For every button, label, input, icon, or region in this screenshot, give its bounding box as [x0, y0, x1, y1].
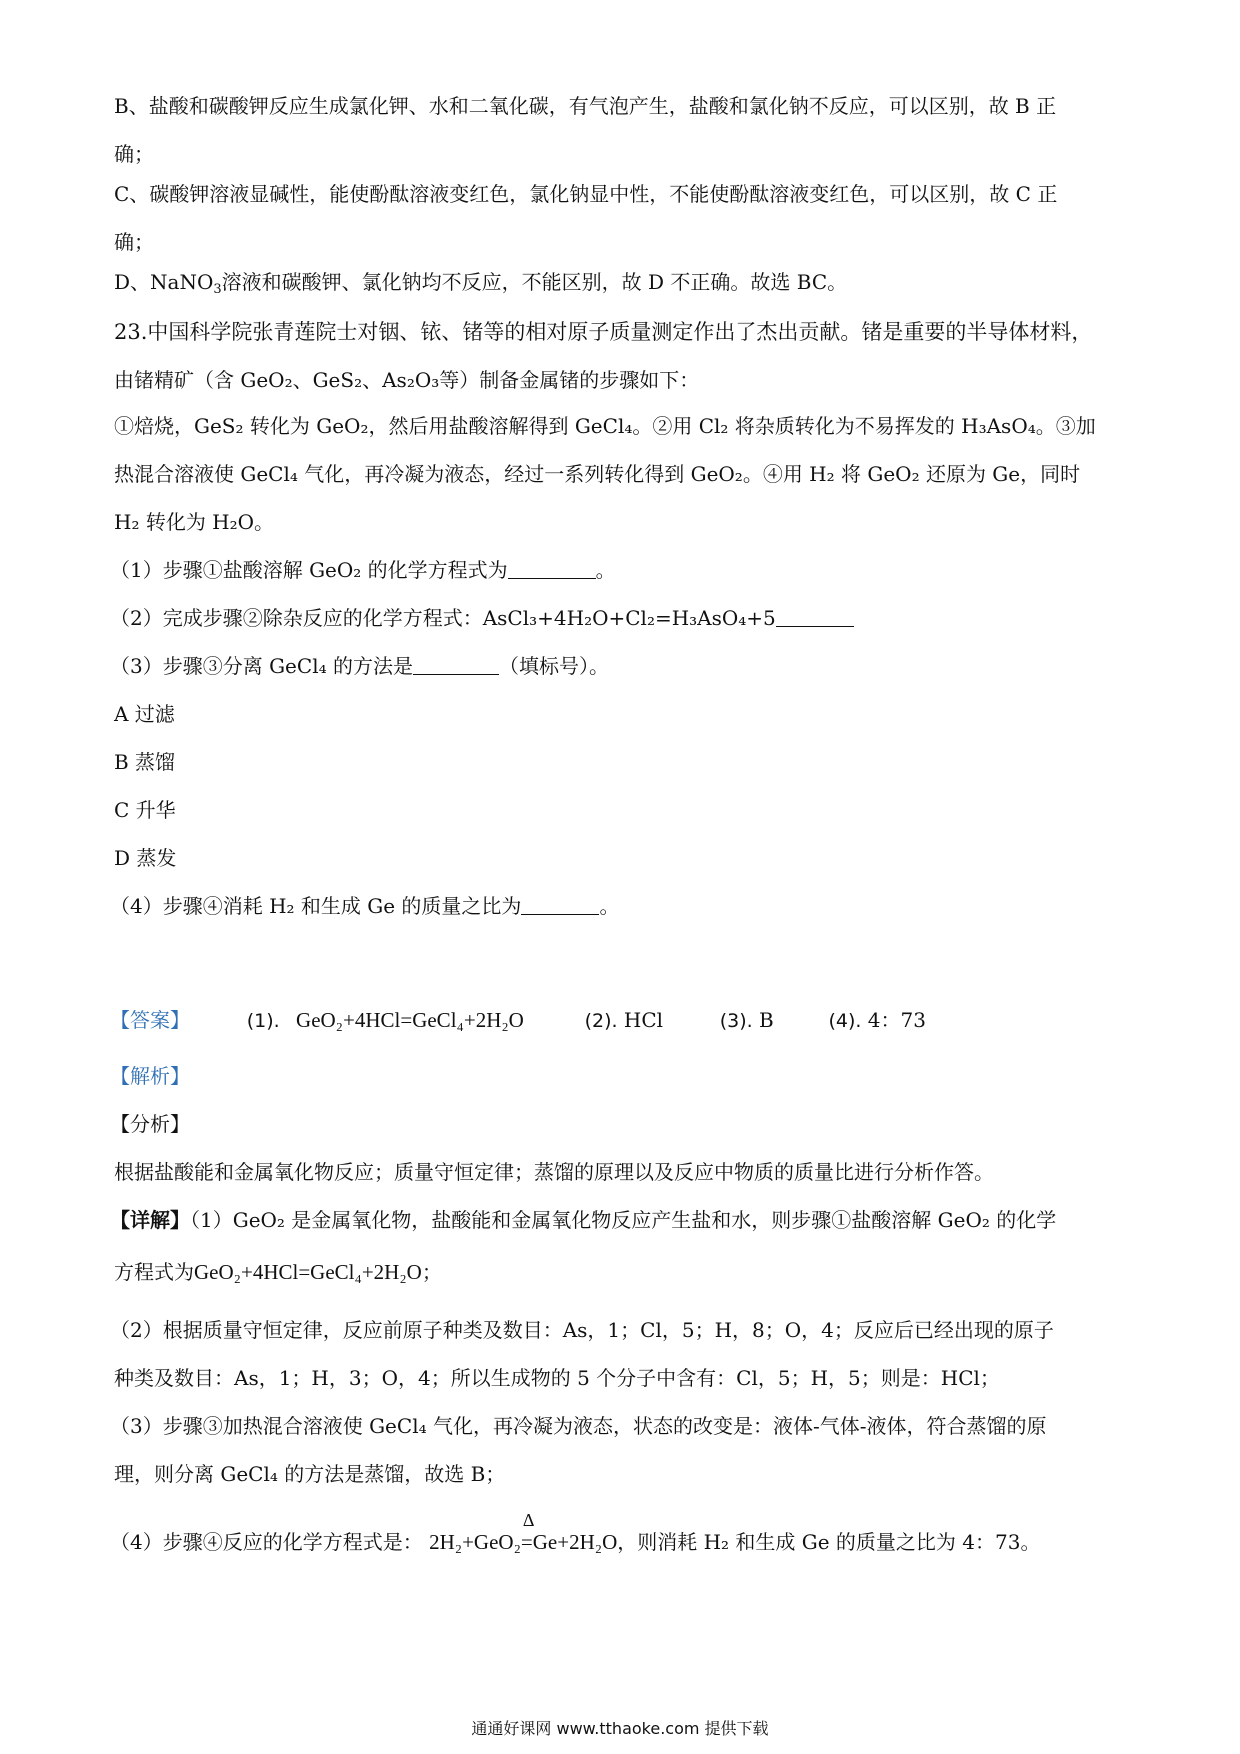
question-23-line: 由锗精矿（含 GeO₂、GeS₂、As₂O₃等）制备金属锗的步骤如下：: [114, 368, 700, 392]
detail-line: （3）步骤③加热混合溶液使 GeCl₄ 气化，再冷凝为液态，状态的改变是：液体-气体-液体，符合蒸馏的原: [110, 1414, 1047, 1438]
question-23-line: 热混合溶液使 GeCl₄ 气化，再冷凝为液态，经过一系列转化得到 GeO₂。④用 H₂ 将 GeO₂ 还原为 Ge，同时: [114, 462, 1081, 486]
fenxi-tag: 【分析】: [110, 1112, 190, 1136]
answer-tag: 【答案】: [110, 1008, 190, 1032]
answer-value: B: [759, 1008, 774, 1032]
equation: =Ge+2H₂O: [520, 1530, 618, 1554]
answer-blank: [508, 558, 596, 579]
text-fragment: 。: [595, 558, 616, 582]
jiexi-tag: 【解析】: [110, 1064, 190, 1088]
delta-symbol: Δ: [522, 1510, 535, 1530]
answer-value: HCl: [623, 1008, 664, 1032]
detail-line: 理，则分离 GeCl₄ 的方法是蒸馏，故选 B；: [114, 1462, 506, 1486]
sub-question-3: [110, 652, 609, 680]
answer-line: [110, 1006, 926, 1035]
equation: GeO₂+4HCl=GeCl₄+2H₂O: [194, 1260, 422, 1284]
option-b: B 蒸馏: [114, 750, 176, 774]
text-line: 确；: [114, 142, 154, 166]
detail-line: [110, 1510, 1041, 1556]
text-fragment: （1）步骤①盐酸溶解 GeO₂ 的化学方程式为: [110, 558, 508, 582]
answer-number: (1).: [246, 1010, 280, 1032]
question-23-line: ①焙烧，GeS₂ 转化为 GeO₂，然后用盐酸溶解得到 GeCl₄。②用 Cl₂ 将杂质转化为不易挥发的 H₃AsO₄。③加: [114, 414, 1096, 438]
detail-line: 种类及数目：As，1；H，3；O，4；所以生成物的 5 个分子中含有：Cl，5；H，5；则是：HCl；: [114, 1366, 1000, 1390]
text-fragment: ；: [421, 1260, 442, 1284]
detail-line: （2）根据质量守恒定律，反应前原子种类及数目：As，1；Cl，5；H，8；O，4；反应后已经出现的原子: [110, 1318, 1054, 1342]
option-c: C 升华: [114, 798, 176, 822]
text-line: 确；: [114, 230, 154, 254]
option-d: D 蒸发: [114, 846, 177, 870]
sub-question-4: [110, 892, 619, 920]
page-footer: 通通好课网 www.tthaoke.com 提供下载: [471, 1719, 769, 1738]
text-fragment: 方程式为: [114, 1260, 194, 1284]
answer-equation: GeO₂+4HCl=GeCl₄+2H₂O: [296, 1008, 524, 1032]
question-23-line: 23.中国科学院张青莲院士对铟、铱、锗等的相对原子质量测定作出了杰出贡献。锗是重要的半导体材料，: [114, 320, 1093, 344]
text-fragment: 。: [599, 894, 620, 918]
answer-number: (4).: [828, 1010, 862, 1032]
equation: 2H₂+GeO₂: [429, 1530, 521, 1554]
detail-line: [110, 1206, 1056, 1234]
text-line: C、碳酸钾溶液显碱性，能使酚酞溶液变红色，氯化钠显中性，不能使酚酞溶液变红色，可以区别，故 C 正: [114, 182, 1058, 206]
text-fragment: （1）GeO₂ 是金属氧化物，盐酸能和金属氧化物反应产生盐和水，则步骤①盐酸溶解 GeO₂ 的化学: [190, 1208, 1057, 1232]
text-fragment: （4）步骤④消耗 H₂ 和生成 Ge 的质量之比为: [110, 894, 522, 918]
text-fragment: 溶液和碳酸钾、氯化钠均不反应，不能区别，故 D 不正确。故选 BC。: [221, 270, 848, 294]
question-23-line: H₂ 转化为 H₂O。: [114, 510, 275, 534]
detail-line: [114, 1258, 442, 1286]
text-fragment: （填标号）。: [498, 654, 609, 678]
answer-number: (3).: [719, 1010, 753, 1032]
text-line: D、NaNO$_3$溶液和碳酸钾、氯化钠均不反应，不能区别，故 D 不正确。故选 BC。: [114, 270, 848, 297]
detail-tag: 【详解】: [110, 1208, 190, 1232]
text-fragment: （2）完成步骤②除杂反应的化学方程式：AsCl₃+4H₂O+Cl₂=H₃AsO₄+5: [110, 606, 776, 630]
answer-value: 4：73: [867, 1008, 926, 1032]
text-fragment: ，则消耗 H₂ 和生成 Ge 的质量之比为 4：73。: [617, 1530, 1041, 1554]
option-a: A 过滤: [114, 702, 175, 726]
answer-blank: [776, 606, 854, 627]
text-fragment: （3）步骤③分离 GeCl₄ 的方法是: [110, 654, 413, 678]
fenxi-text: 根据盐酸能和金属氧化物反应；质量守恒定律；蒸馏的原理以及反应中物质的质量比进行分析作答。: [114, 1160, 994, 1184]
analysis-tag: [110, 1062, 190, 1090]
text-line: B、盐酸和碳酸钾反应生成氯化钾、水和二氧化碳，有气泡产生，盐酸和氯化钠不反应，可以区别，故 B 正: [114, 94, 1057, 118]
sub-question-2: [110, 604, 854, 632]
text-fragment: （4）步骤④反应的化学方程式是：: [110, 1530, 423, 1554]
reaction-heat: [520, 1510, 618, 1556]
text-fragment: D、NaNO: [114, 270, 214, 294]
sub-question-1: [110, 556, 616, 584]
answer-blank: [521, 894, 599, 915]
answer-number: (2).: [584, 1010, 618, 1032]
answer-blank: [413, 654, 499, 675]
